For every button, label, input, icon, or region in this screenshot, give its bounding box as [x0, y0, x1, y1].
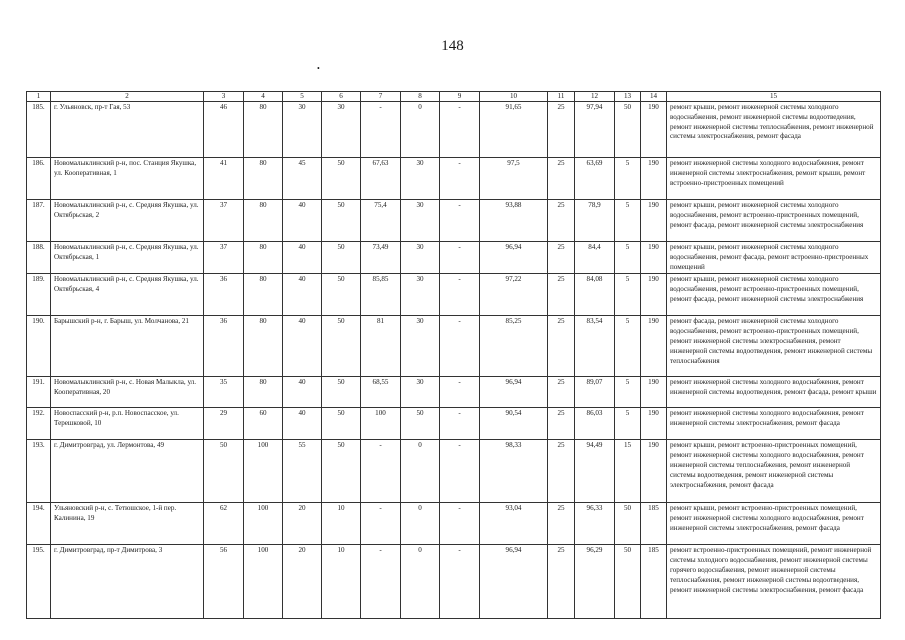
value-cell-8: 0 [401, 503, 440, 545]
value-cell-11: 25 [548, 316, 575, 377]
value-cell-12: 96,29 [575, 545, 615, 619]
works-cell: ремонт крыши, ремонт инженерной системы холодного водоснабжения, ремонт встроенно-пристроенных помещений, ремонт фасада, ремонт инженерной системы электроснабжения [667, 274, 881, 316]
column-number-9: 9 [440, 92, 480, 102]
value-cell-13: 15 [615, 440, 641, 503]
value-cell-11: 25 [548, 158, 575, 200]
value-cell-6: 50 [322, 242, 361, 274]
value-cell-7: - [361, 503, 401, 545]
value-cell-14: 190 [641, 316, 667, 377]
value-cell-12: 89,07 [575, 377, 615, 408]
column-number-1: 1 [27, 92, 51, 102]
value-cell-12: 97,94 [575, 102, 615, 158]
value-cell-8: 50 [401, 408, 440, 440]
address-cell: Новомалыклинский р-н, с. Средняя Якушка, ул. Октябрьская, 4 [51, 274, 204, 316]
value-cell-8: 30 [401, 274, 440, 316]
column-number-11: 11 [548, 92, 575, 102]
value-cell-14: 190 [641, 200, 667, 242]
value-cell-3: 37 [204, 200, 244, 242]
column-number-12: 12 [575, 92, 615, 102]
value-cell-13: 5 [615, 158, 641, 200]
row-number: 192. [27, 408, 51, 440]
value-cell-12: 63,69 [575, 158, 615, 200]
value-cell-6: 50 [322, 408, 361, 440]
value-cell-14: 190 [641, 377, 667, 408]
value-cell-5: 20 [283, 545, 322, 619]
value-cell-9: - [440, 102, 480, 158]
address-cell: г. Димитровград, пр-т Димитрова, 3 [51, 545, 204, 619]
value-cell-5: 40 [283, 316, 322, 377]
dot-mark: • [317, 64, 320, 73]
value-cell-5: 40 [283, 377, 322, 408]
value-cell-4: 80 [244, 274, 283, 316]
works-cell: ремонт фасада, ремонт инженерной системы холодного водоснабжения, ремонт встроенно-пристроенных помещений, ремонт инженерной системы электроснабжения, ремонт инженерной системы водоотведения, ремонт инженерной системы теплоснабжения [667, 316, 881, 377]
value-cell-12: 78,9 [575, 200, 615, 242]
value-cell-3: 41 [204, 158, 244, 200]
value-cell-4: 100 [244, 545, 283, 619]
value-cell-14: 190 [641, 440, 667, 503]
value-cell-13: 50 [615, 102, 641, 158]
works-cell: ремонт инженерной системы холодного водоснабжения, ремонт инженерной системы электроснабжения, ремонт фасада [667, 408, 881, 440]
value-cell-13: 50 [615, 503, 641, 545]
value-cell-9: - [440, 440, 480, 503]
value-cell-5: 40 [283, 274, 322, 316]
value-cell-6: 50 [322, 200, 361, 242]
value-cell-5: 30 [283, 102, 322, 158]
value-cell-4: 60 [244, 408, 283, 440]
value-cell-13: 5 [615, 408, 641, 440]
column-number-2: 2 [51, 92, 204, 102]
value-cell-11: 25 [548, 102, 575, 158]
value-cell-12: 94,49 [575, 440, 615, 503]
works-cell: ремонт крыши, ремонт встроенно-пристроенных помещений, ремонт инженерной системы холодного водоснабжения, ремонт инженерной системы электроснабжения, ремонт фасада [667, 503, 881, 545]
value-cell-7: 68,55 [361, 377, 401, 408]
address-cell: Новомалыклинский р-н, с. Новая Малыкла, ул. Кооперативная, 20 [51, 377, 204, 408]
value-cell-12: 84,08 [575, 274, 615, 316]
row-number: 195. [27, 545, 51, 619]
value-cell-7: 100 [361, 408, 401, 440]
value-cell-13: 5 [615, 274, 641, 316]
value-cell-14: 190 [641, 274, 667, 316]
value-cell-12: 96,33 [575, 503, 615, 545]
value-cell-8: 30 [401, 158, 440, 200]
value-cell-7: 85,85 [361, 274, 401, 316]
value-cell-6: 30 [322, 102, 361, 158]
table-row [27, 274, 881, 316]
value-cell-12: 83,54 [575, 316, 615, 377]
value-cell-6: 50 [322, 316, 361, 377]
value-cell-9: - [440, 377, 480, 408]
row-number: 193. [27, 440, 51, 503]
works-cell: ремонт встроенно-пристроенных помещений, ремонт инженерной системы холодного водоснабжения, ремонт инженерной системы горячего водоснабжения, ремонт инженерной системы теплоснабжения, ремонт инженерной системы водоотведения, ремонт инженерной системы электроснабжения, ремонт фасада [667, 545, 881, 619]
value-cell-8: 0 [401, 102, 440, 158]
value-cell-4: 80 [244, 158, 283, 200]
value-cell-9: - [440, 408, 480, 440]
column-number-8: 8 [401, 92, 440, 102]
works-cell: ремонт крыши, ремонт инженерной системы холодного водоснабжения, ремонт встроенно-пристроенных помещений, ремонт фасада, ремонт инженерной системы электроснабжения [667, 200, 881, 242]
value-cell-5: 45 [283, 158, 322, 200]
value-cell-3: 35 [204, 377, 244, 408]
value-cell-9: - [440, 545, 480, 619]
table-row [27, 242, 881, 274]
value-cell-10: 98,33 [480, 440, 548, 503]
column-number-7: 7 [361, 92, 401, 102]
row-number: 188. [27, 242, 51, 274]
value-cell-3: 46 [204, 102, 244, 158]
value-cell-10: 96,94 [480, 242, 548, 274]
value-cell-10: 91,65 [480, 102, 548, 158]
value-cell-7: 81 [361, 316, 401, 377]
value-cell-7: 75,4 [361, 200, 401, 242]
value-cell-11: 25 [548, 242, 575, 274]
table-row [27, 316, 881, 377]
column-number-14: 14 [641, 92, 667, 102]
value-cell-3: 62 [204, 503, 244, 545]
value-cell-11: 25 [548, 200, 575, 242]
value-cell-9: - [440, 503, 480, 545]
page-number: 148 [441, 38, 464, 54]
value-cell-6: 10 [322, 545, 361, 619]
works-cell: ремонт крыши, ремонт встроенно-пристроенных помещений, ремонт инженерной системы холодного водоснабжения, ремонт инженерной системы теплоснабжения, ремонт инженерной системы водоотведения, ремонт инженерной системы электроснабжения, ремонт фасада [667, 440, 881, 503]
row-number: 190. [27, 316, 51, 377]
value-cell-14: 185 [641, 503, 667, 545]
value-cell-10: 93,04 [480, 503, 548, 545]
value-cell-9: - [440, 316, 480, 377]
value-cell-13: 5 [615, 316, 641, 377]
value-cell-3: 29 [204, 408, 244, 440]
value-cell-11: 25 [548, 408, 575, 440]
value-cell-10: 90,54 [480, 408, 548, 440]
value-cell-8: 30 [401, 242, 440, 274]
value-cell-9: - [440, 200, 480, 242]
row-number: 194. [27, 503, 51, 545]
value-cell-11: 25 [548, 545, 575, 619]
value-cell-12: 86,03 [575, 408, 615, 440]
value-cell-8: 0 [401, 440, 440, 503]
row-number: 185. [27, 102, 51, 158]
value-cell-13: 5 [615, 242, 641, 274]
value-cell-11: 25 [548, 274, 575, 316]
works-cell: ремонт крыши, ремонт инженерной системы холодного водоснабжения, ремонт инженерной системы водоотведения, ремонт инженерной системы теплоснабжения, ремонт инженерной системы электроснабжения, ремонт фасада [667, 102, 881, 158]
works-cell: ремонт инженерной системы холодного водоснабжения, ремонт инженерной системы электроснабжения, ремонт крыши, ремонт встроенно-пристроенных помещений [667, 158, 881, 200]
value-cell-8: 0 [401, 545, 440, 619]
row-number: 187. [27, 200, 51, 242]
value-cell-7: 73,49 [361, 242, 401, 274]
column-number-5: 5 [283, 92, 322, 102]
table-row [27, 408, 881, 440]
works-cell: ремонт крыши, ремонт инженерной системы холодного водоснабжения, ремонт фасада, ремонт встроенно-пристроенных помещений [667, 242, 881, 274]
table-row [27, 545, 881, 619]
value-cell-10: 97,22 [480, 274, 548, 316]
value-cell-12: 84,4 [575, 242, 615, 274]
column-number-10: 10 [480, 92, 548, 102]
column-number-13: 13 [615, 92, 641, 102]
table-row [27, 440, 881, 503]
value-cell-9: - [440, 274, 480, 316]
table-row [27, 200, 881, 242]
value-cell-14: 190 [641, 158, 667, 200]
value-cell-5: 40 [283, 242, 322, 274]
address-cell: Новомалыклинский р-н, с. Средняя Якушка, ул. Октябрьская, 1 [51, 242, 204, 274]
value-cell-4: 80 [244, 377, 283, 408]
table-row [27, 377, 881, 408]
value-cell-10: 96,94 [480, 545, 548, 619]
value-cell-11: 25 [548, 503, 575, 545]
value-cell-7: 67,63 [361, 158, 401, 200]
value-cell-9: - [440, 158, 480, 200]
column-number-4: 4 [244, 92, 283, 102]
value-cell-4: 80 [244, 316, 283, 377]
column-number-15: 15 [667, 92, 881, 102]
value-cell-9: - [440, 242, 480, 274]
column-number-6: 6 [322, 92, 361, 102]
value-cell-6: 50 [322, 377, 361, 408]
address-cell: г. Ульяновск, пр-т Гая, 53 [51, 102, 204, 158]
repair-program-table [26, 91, 881, 619]
column-number-row [27, 92, 881, 102]
value-cell-6: 10 [322, 503, 361, 545]
value-cell-6: 50 [322, 440, 361, 503]
address-cell: Новомалыклинский р-н, с. Средняя Якушка, ул. Октябрьская, 2 [51, 200, 204, 242]
value-cell-13: 5 [615, 377, 641, 408]
value-cell-5: 40 [283, 200, 322, 242]
value-cell-8: 30 [401, 316, 440, 377]
value-cell-10: 85,25 [480, 316, 548, 377]
row-number: 191. [27, 377, 51, 408]
value-cell-6: 50 [322, 274, 361, 316]
value-cell-4: 80 [244, 200, 283, 242]
value-cell-14: 190 [641, 102, 667, 158]
value-cell-3: 36 [204, 316, 244, 377]
value-cell-4: 80 [244, 102, 283, 158]
value-cell-10: 93,88 [480, 200, 548, 242]
value-cell-5: 55 [283, 440, 322, 503]
value-cell-13: 50 [615, 545, 641, 619]
address-cell: Новомалыклинский р-н, пос. Станция Якушка, ул. Кооперативная, 1 [51, 158, 204, 200]
works-cell: ремонт инженерной системы холодного водоснабжения, ремонт инженерной системы водоотведения, ремонт фасада, ремонт крыши [667, 377, 881, 408]
row-number: 189. [27, 274, 51, 316]
value-cell-10: 96,94 [480, 377, 548, 408]
address-cell: Новоспасский р-н, р.п. Новоспасское, ул. Терешковой, 10 [51, 408, 204, 440]
value-cell-11: 25 [548, 440, 575, 503]
value-cell-6: 50 [322, 158, 361, 200]
value-cell-4: 100 [244, 503, 283, 545]
table-row [27, 158, 881, 200]
value-cell-14: 185 [641, 545, 667, 619]
value-cell-8: 30 [401, 377, 440, 408]
value-cell-3: 56 [204, 545, 244, 619]
table-row [27, 102, 881, 158]
value-cell-10: 97,5 [480, 158, 548, 200]
value-cell-13: 5 [615, 200, 641, 242]
value-cell-14: 190 [641, 242, 667, 274]
column-number-3: 3 [204, 92, 244, 102]
value-cell-4: 80 [244, 242, 283, 274]
value-cell-7: - [361, 102, 401, 158]
value-cell-11: 25 [548, 377, 575, 408]
value-cell-7: - [361, 440, 401, 503]
table-row [27, 503, 881, 545]
value-cell-7: - [361, 545, 401, 619]
value-cell-5: 40 [283, 408, 322, 440]
value-cell-14: 190 [641, 408, 667, 440]
address-cell: г. Димитровград, ул. Лермонтова, 49 [51, 440, 204, 503]
address-cell: Барышский р-н, г. Барыш, ул. Молчанова, 21 [51, 316, 204, 377]
value-cell-5: 20 [283, 503, 322, 545]
value-cell-3: 36 [204, 274, 244, 316]
value-cell-3: 37 [204, 242, 244, 274]
value-cell-3: 50 [204, 440, 244, 503]
value-cell-4: 100 [244, 440, 283, 503]
row-number: 186. [27, 158, 51, 200]
address-cell: Ульяновский р-н, с. Тетюшское, 1-й пер. Калинина, 19 [51, 503, 204, 545]
value-cell-8: 30 [401, 200, 440, 242]
